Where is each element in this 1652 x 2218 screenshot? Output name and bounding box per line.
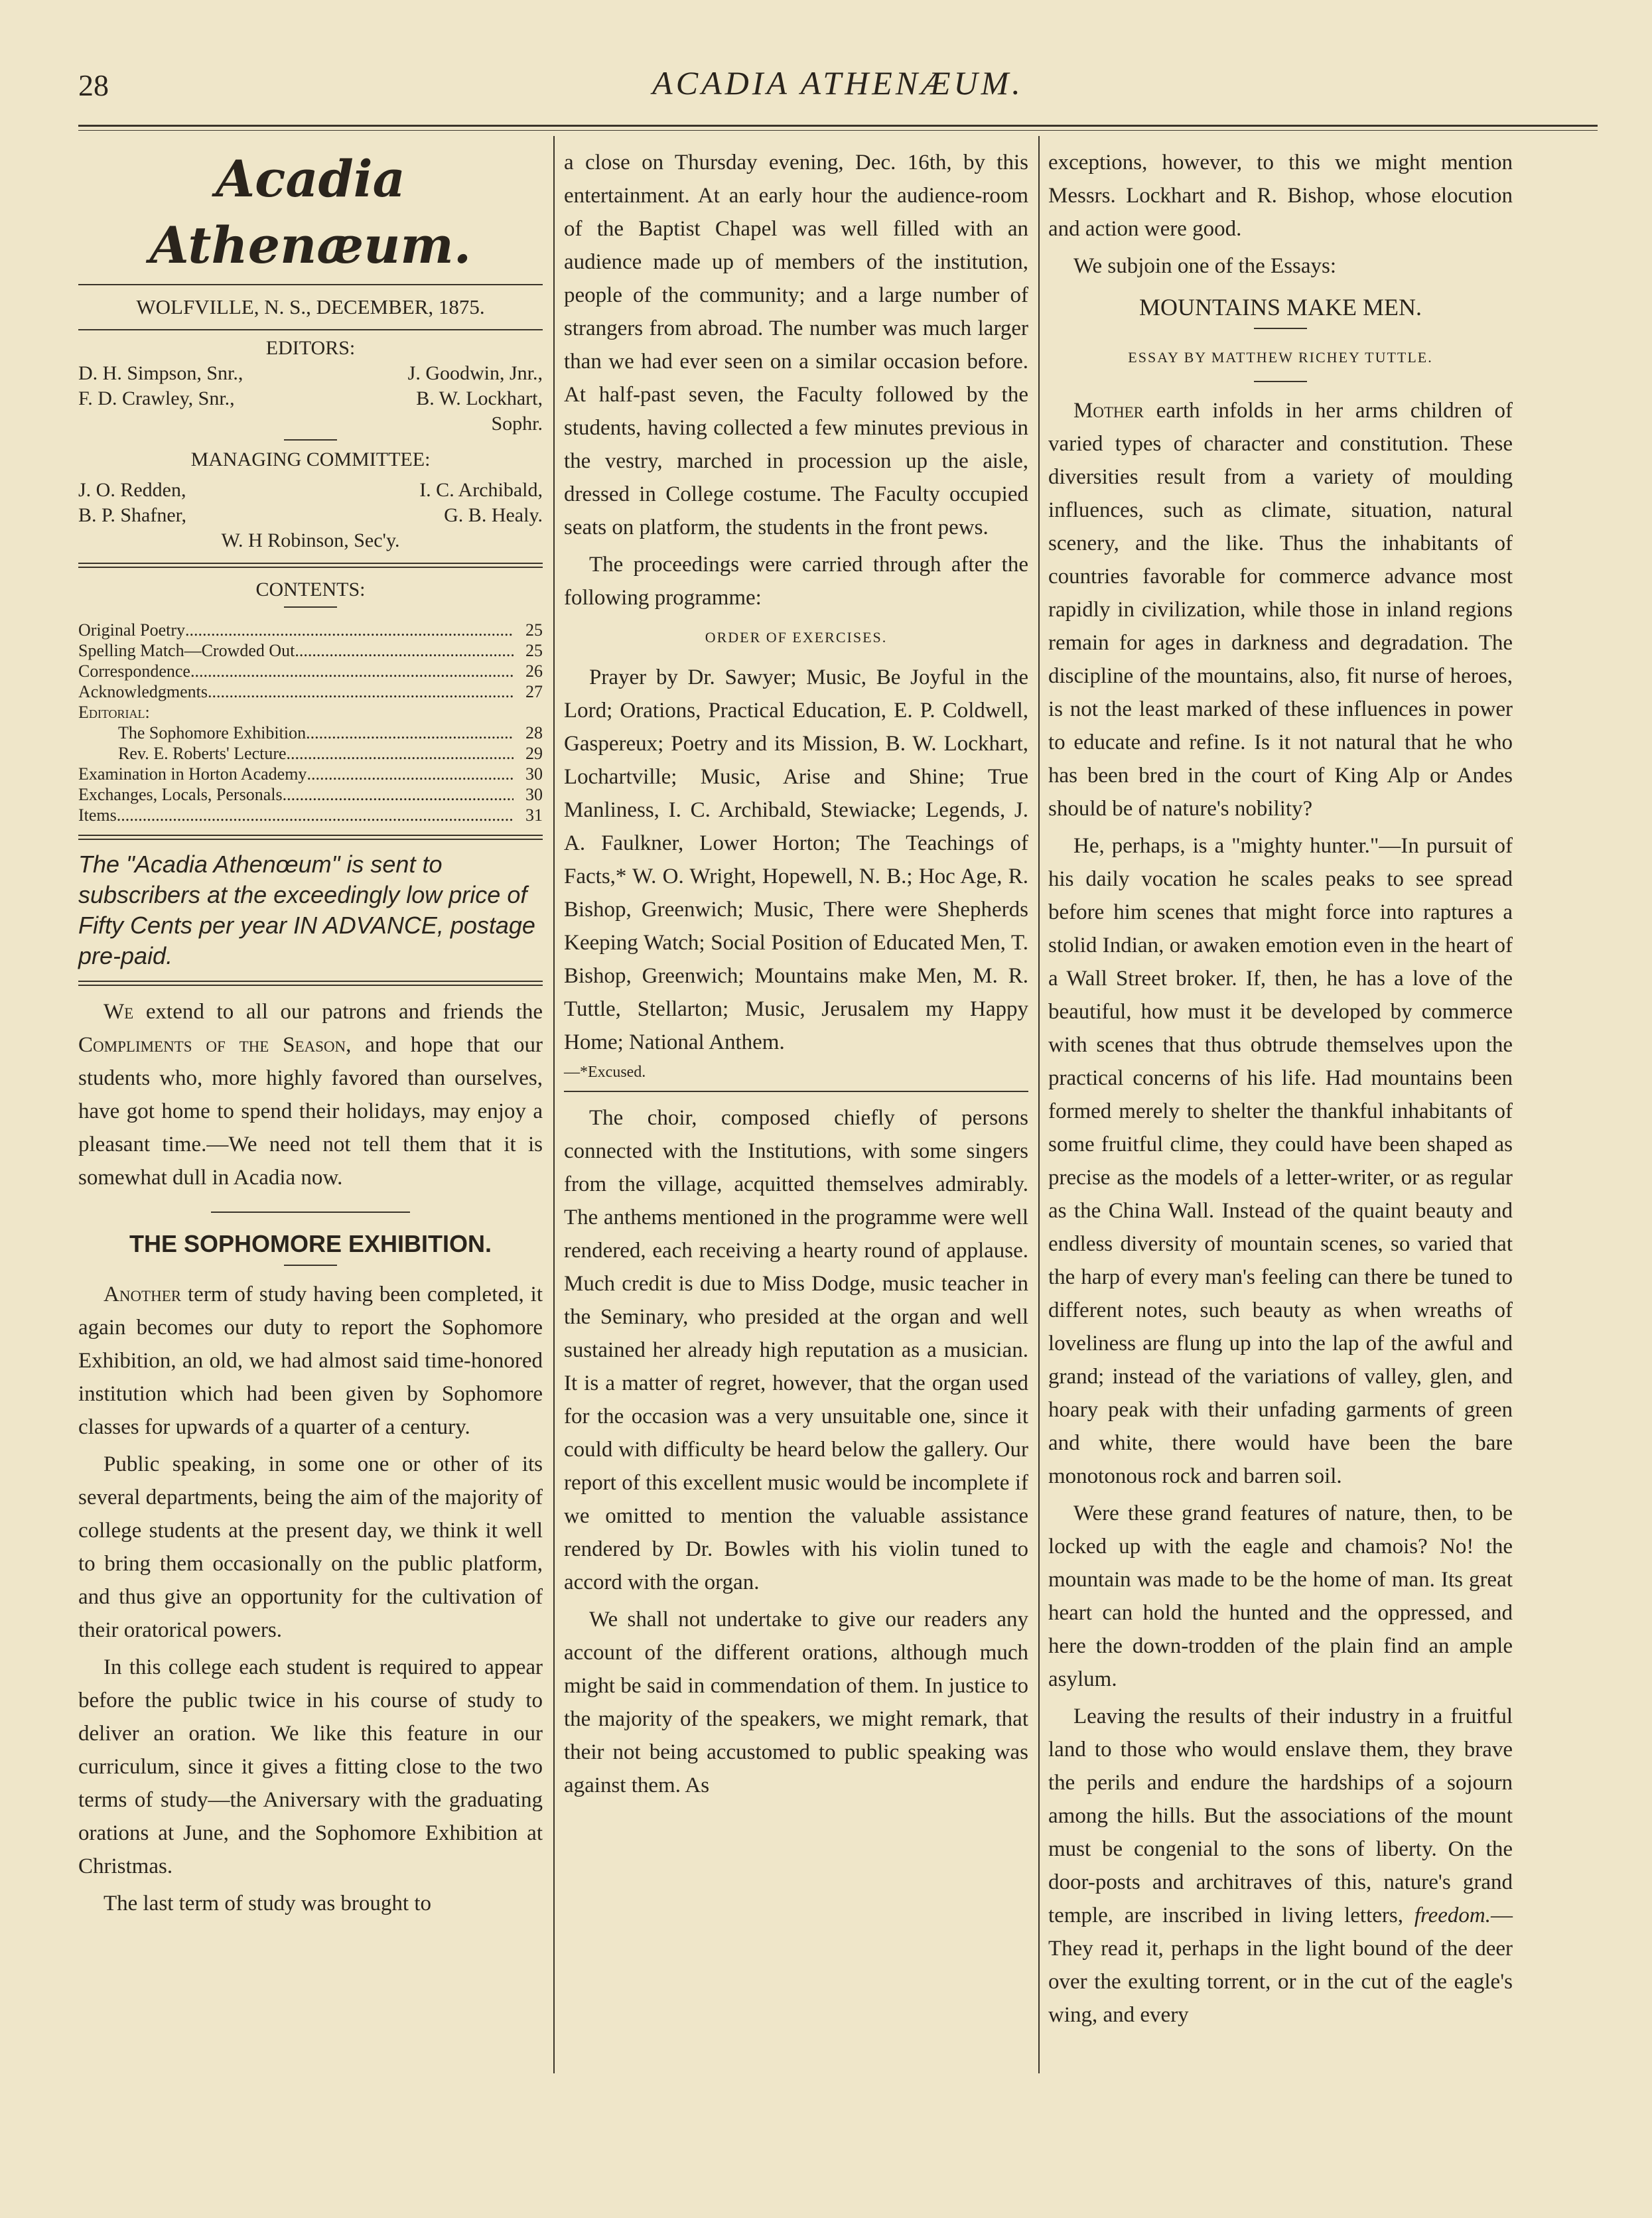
essay-paragraph: Mother earth infolds in her arms children of varied types of character and constitution. These diversities result from a variety of moulding influences, such as climate, situation, natural scenery, and the like. Thus the inhabitants of countries favorable for commerce advance most rapidly in civilization, while those in inland regions remain for ages in darkness and degradation. The discipline of the mountains, also, fit nurse of heroes, is not the least marked of these influences in power to educate and refine. Is it not natural that he who has been bred in the court of King Alp or Andes should be of nature's nobility? xyxy=(1048,399,1513,821)
running-title: ACADIA ATHENÆUM. xyxy=(652,64,1024,102)
short-rule xyxy=(284,439,337,441)
masthead: Acadia Athenæum. xyxy=(149,149,472,275)
article-paragraph: The last term of study was brought to xyxy=(103,1892,432,1915)
editor-name: J. Goodwin, Jnr., xyxy=(407,362,543,384)
column-divider xyxy=(553,136,555,2073)
essay-paragraph: Were these grand features of nature, then, to be locked up with the eagle and chamois? No! the mountain was made to be the home of man. Its great heart can hold the hunted and the oppressed, and here the down-trodden of the plain find an ample asylum. xyxy=(1048,1501,1513,1691)
short-rule xyxy=(1254,328,1307,329)
contents-list xyxy=(78,620,543,825)
editors-list xyxy=(78,361,543,437)
committee-member: B. P. Shafner, xyxy=(78,504,186,526)
column-1 xyxy=(78,146,543,1924)
editor-class: Sophr. xyxy=(491,413,543,435)
column-divider xyxy=(1038,136,1040,2073)
leader-dots xyxy=(185,620,514,640)
editor-name: F. D. Crawley, Snr., xyxy=(78,387,235,409)
contents-page: 29 xyxy=(525,744,543,763)
editor-name: B. W. Lockhart, xyxy=(416,387,543,409)
editor-name: D. H. Simpson, Snr., xyxy=(78,362,243,384)
section-title: THE SOPHOMORE EXHIBITION. xyxy=(129,1230,492,1257)
short-rule xyxy=(211,1212,410,1213)
contents-heading: CONTENTS: xyxy=(255,579,366,600)
contents-entry xyxy=(78,743,543,764)
contents-page: 25 xyxy=(525,641,543,660)
contents-label: The Sophomore Exhibition xyxy=(118,723,307,742)
season-greeting: We extend to all our patrons and friends the Compliments of the Season, and hope that our students who, more highly favored than ourselves, have got home to spend their holidays, may enjoy a pleasant time.—We need not tell them that it is somewhat dull in Acadia now. xyxy=(78,1000,543,1190)
contents-page: 28 xyxy=(525,723,543,742)
article-paragraph: We subjoin one of the Essays: xyxy=(1073,254,1337,278)
footnote: —*Excused. xyxy=(564,1064,646,1081)
leader-dots xyxy=(306,723,514,743)
contents-page: 27 xyxy=(525,682,543,701)
programme-list: Prayer by Dr. Sawyer; Music, Be Joyful in the Lord; Orations, Practical Education, E. P. Coldwell, Gaspereux; Poetry and its Mission, B. W. Lockhart, Lochartville; Music, Arise and Shine; True Manliness, I. C. Archibald, Stewiacke; Legends, J. A. Faulkner, Lower Horton; The Teachings of Facts,* W. O. Wright, Hopewell, N. B.; Hoc Age, R. Bishop, Greenwich; Music, There were Shepherds Keeping Watch; Social Position of Educated Men, T. Bishop, Greenwich; Mountains make Men, M. R. Tuttle, Stellarton; Music, Jerusalem my Happy Home; National Anthem. xyxy=(564,665,1028,1054)
essay-paragraph: He, perhaps, is a "mighty hunter."—In pursuit of his daily vocation he scales peaks to see spread before him scenes that might force into raptures a stolid Indian, or awaken emotion even in the heart of a Wall Street broker. If, then, he has a love of the beautiful, how must it be developed by commerce with scenes that thus obtrude themselves upon the practical concerns of his life. Had mountains been formed merely to shelter the thankful inhabitants of some fruitful clime, they could have been shaped as precise as the models of a letter-writer, or as regular as the China Wall. Instead of the quaint beauty and endless diversity of mountain scenes, so varied that the harp of every man's feeling can there be tuned to different notes, such beauty as when wreaths of loveliness are flung up into the lap of the awful and grand; instead of the variations of valley, glen, and hoary peak with their unfading garments of green and white, there would have been the bare monotonous rock and barren soil. xyxy=(1048,834,1513,1488)
contents-entry xyxy=(78,620,543,640)
column-2 xyxy=(564,146,1028,1806)
contents-entry xyxy=(78,661,543,681)
article-paragraph: Another term of study having been completed, it again becomes our duty to report the Sophomore Exhibition, an old, we had almost said time-honored institution which had been given by Sophomore classes for upwards of a quarter of a century. xyxy=(78,1282,543,1439)
contents-entry xyxy=(78,681,543,702)
contents-page: 31 xyxy=(525,805,543,825)
committee-secretary: W. H Robinson, Sec'y. xyxy=(221,529,400,551)
contents-label: Acknowledgments xyxy=(78,682,208,701)
contents-entry xyxy=(78,723,543,743)
double-rule xyxy=(78,835,543,840)
contents-label: Correspondence xyxy=(78,661,190,681)
dateline: WOLFVILLE, N. S., DECEMBER, 1875. xyxy=(136,295,485,318)
contents-label: Items xyxy=(78,805,117,825)
article-paragraph: exceptions, however, to this we might mention Messrs. Lockhart and R. Bishop, whose elocution and action were good. xyxy=(1048,151,1513,241)
essay-byline: ESSAY BY MATTHEW RICHEY TUTTLE. xyxy=(1128,349,1433,366)
contents-page: 30 xyxy=(525,785,543,804)
article-paragraph: a close on Thursday evening, Dec. 16th, by this entertainment. At an early hour the audience-room of the Baptist Chapel was well filled with an audience made up of members of the institution, people of the community; and a large number of strangers from abroad. The number was much larger than we had ever seen on a similar occasion before. At half-past seven, the Faculty followed by the students, having collected a few minutes previous in the vestry, marched in procession up the aisle, dressed in College costume. The Faculty occupied seats on platform, the students in the front pews. xyxy=(564,151,1028,539)
committee-heading: MANAGING COMMITTEE: xyxy=(190,449,431,470)
divider xyxy=(78,329,543,330)
contents-entry xyxy=(78,640,543,661)
double-rule xyxy=(78,981,543,986)
contents-entry xyxy=(78,805,543,825)
leader-dots xyxy=(307,764,514,784)
leader-dots xyxy=(117,805,514,825)
divider xyxy=(564,1091,1028,1092)
short-rule xyxy=(284,606,337,608)
committee-list xyxy=(78,478,543,553)
contents-label: Spelling Match—Crowded Out xyxy=(78,641,295,660)
article-paragraph: The proceedings were carried through after the following programme: xyxy=(564,553,1028,610)
header-rule xyxy=(78,125,1598,127)
short-rule xyxy=(1254,381,1307,382)
double-rule xyxy=(78,563,543,568)
editors-heading: EDITORS: xyxy=(265,337,356,359)
leader-dots xyxy=(208,681,514,702)
contents-page: 26 xyxy=(525,661,543,681)
contents-label: Original Poetry xyxy=(78,620,186,640)
essay-title: MOUNTAINS MAKE MEN. xyxy=(1138,294,1422,320)
contents-entry xyxy=(78,702,543,723)
contents-page: 30 xyxy=(525,764,543,784)
contents-label: Examination in Horton Academy xyxy=(78,764,307,784)
contents-entry xyxy=(78,764,543,784)
header-rule-thin xyxy=(78,130,1598,131)
leader-dots xyxy=(283,784,514,805)
article-paragraph: We shall not undertake to give our readers any account of the different orations, although much might be said in commendation of them. In justice to the majority of the speakers, we might remark, that their not being accustomed to public speaking was against them. As xyxy=(564,1608,1028,1797)
page-number: 28 xyxy=(78,68,109,102)
column-3 xyxy=(1048,146,1513,2036)
running-header xyxy=(78,64,1598,110)
committee-member: J. O. Redden, xyxy=(78,479,186,501)
short-rule xyxy=(284,1265,337,1266)
contents-entry xyxy=(78,784,543,805)
leader-dots xyxy=(190,661,514,681)
contents-label: Exchanges, Locals, Personals xyxy=(78,785,283,804)
contents-label: Rev. E. Roberts' Lecture xyxy=(118,744,287,763)
divider xyxy=(78,284,543,285)
leader-dots xyxy=(295,640,514,661)
essay-paragraph: Leaving the results of their industry in a fruitful land to those who would enslave them, they brave the perils and endure the hardships of a sojourn among the hills. But the associations of the mount must be congenial to the sons of liberty. On the door-posts and architraves of this, nature's grand temple, are inscribed in living letters, freedom.—They read it, perhaps in the light bound of the deer over the exulting torrent, or in the cut of the eagle's wing, and every xyxy=(1048,1704,1513,2027)
committee-member: G. B. Healy. xyxy=(444,504,543,526)
subscription-notice: The "Acadia Athenœum" is sent to subscribers at the exceedingly low price of Fifty Cents per year IN ADVANCE, postage pre-paid. xyxy=(78,851,535,969)
leader-dots xyxy=(287,743,514,764)
contents-page: 25 xyxy=(525,620,543,640)
article-paragraph: The choir, composed chiefly of persons connected with the Institutions, with some singers from the village, acquitted themselves admirably. The anthems mentioned in the programme were well rendered, each receiving a hearty round of applause. Much credit is due to Miss Dodge, music teacher in the Seminary, who presided at the organ and well sustained her already high reputation as a musician. It is a matter of regret, however, that the organ used for the occasion was a very unsuitable one, since it could with difficulty be heard below the gallery. Our report of this excellent music would be incomplete if we omitted to mention the valuable assistance rendered by Dr. Bowles with his violin tuned to accord with the organ. xyxy=(564,1106,1028,1594)
committee-member: I. C. Archibald, xyxy=(419,479,543,501)
order-heading: ORDER OF EXERCISES. xyxy=(705,629,888,646)
contents-label: Editorial: xyxy=(78,703,150,722)
article-paragraph: In this college each student is required to appear before the public twice in his course of study to deliver an oration. We like this feature in our curriculum, since it gives a fitting close to the two terms of study—the Aniversary with the graduating orations at June, and the Sophomore Exhibition at Christmas. xyxy=(78,1655,543,1878)
article-paragraph: Public speaking, in some one or other of its several departments, being the aim of the majority of college students at the present day, we think it well to bring them occasionally on the public platform, and thus give an opportunity for the cultivation of their oratorical powers. xyxy=(78,1452,543,1642)
